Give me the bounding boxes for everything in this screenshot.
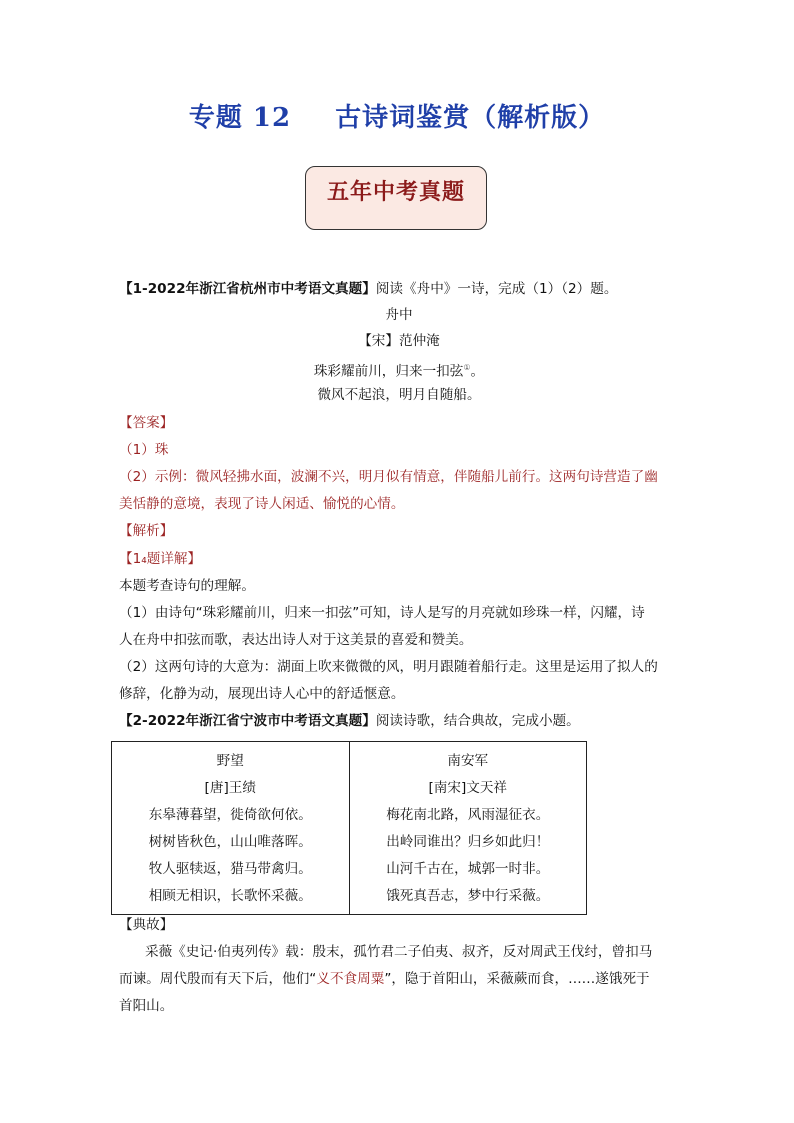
- poem-right: [349, 742, 587, 914]
- allusion-text: 首阳山。: [119, 998, 174, 1014]
- poem-right-line: 出岭同谁出？归乡如此归！: [386, 834, 550, 850]
- poem-line-end: 。: [470, 363, 485, 380]
- page-title: [0, 97, 794, 134]
- poem-title: 舟中: [385, 307, 413, 323]
- poem-left-line: 牧人驱犊返，猎马带禽归。: [148, 861, 312, 877]
- title-topic-number: 专题 12: [188, 103, 292, 133]
- q1-prompt: 阅读《舟中》一诗，完成（1）（2）题。: [375, 281, 618, 297]
- title-topic-name: 古诗词鉴赏（解析版）: [335, 103, 606, 133]
- poem-right-line: 饿死真吾志，梦中行采薇。: [386, 888, 550, 904]
- detail-text: 人在舟中扣弦而歌，表达出诗人对于这美景的喜爱和赞美。: [119, 632, 473, 648]
- detail-label: 【1₄题详解】: [119, 551, 202, 567]
- poem-right-author: [南宋]文天祥: [428, 780, 508, 796]
- answer-item: （1）珠: [119, 442, 169, 458]
- section-badge: 五年中考真题: [305, 166, 487, 230]
- allusion-text-part: ”，隐于首阳山，采薇蕨而食，……遂饿死于: [384, 971, 650, 987]
- q2-source: 【2-2022年浙江省宁波市中考语文真题】: [119, 713, 376, 729]
- q1-source: 【1-2022年浙江省杭州市中考语文真题】: [119, 281, 376, 297]
- poem-line: [119, 358, 679, 382]
- footnote-marker: ①: [463, 363, 471, 372]
- poem-left-author: [唐]王绩: [204, 780, 256, 796]
- poem-left: [112, 742, 349, 914]
- poem-left-line: 东皋薄暮望，徙倚欲何依。: [148, 807, 312, 823]
- q1-heading: [119, 279, 679, 299]
- answer-item-cont: 美恬静的意境，表现了诗人闲适、愉悦的心情。: [119, 496, 405, 512]
- answer-label: 【答案】: [119, 415, 174, 431]
- detail-text: 修辞，化静为动，展现出诗人心中的舒适惬意。: [119, 686, 405, 702]
- poem-comparison-table: [111, 741, 587, 915]
- poem-right-title: 南安军: [447, 753, 489, 769]
- q2-heading: [119, 711, 679, 731]
- detail-text: （1）由诗句“珠彩耀前川，归来一扣弦”可知，诗人是写的月亮就如珍珠一样，闪耀，诗: [119, 605, 645, 621]
- poem-line-text: 珠彩耀前川，归来一扣弦: [313, 363, 464, 380]
- answer-item: （2）示例：微风轻拂水面，波澜不兴，明月似有情意，伴随船儿前行。这两句诗营造了幽: [119, 469, 658, 485]
- poem-left-line: 树树皆秋色，山山唯落晖。: [148, 834, 312, 850]
- allusion-text: 采薇《史记·伯夷列传》载：殷末，孤竹君二子伯夷、叔齐，反对周武王伐纣，曾扣马: [145, 944, 653, 960]
- allusion-quote: 义不食周粟: [316, 971, 385, 987]
- allusion-text: [119, 969, 679, 989]
- allusion-label: 【典故】: [119, 917, 174, 933]
- poem-right-line: 梅花南北路，风雨湿征衣。: [386, 807, 550, 823]
- poem-left-line: 相顾无相识，长歌怀采薇。: [148, 888, 312, 904]
- detail-intro: 本题考查诗句的理解。: [119, 578, 255, 594]
- detail-text: （2）这两句诗的大意为：湖面上吹来微微的风，明月跟随着船行走。这里是运用了拟人的: [119, 659, 658, 675]
- allusion-text-part: 而谏。周代殷而有天下后，他们“: [119, 971, 317, 987]
- poem-author: 【宋】范仲淹: [358, 333, 440, 349]
- poem-right-line: 山河千古在，城郭一时非。: [386, 861, 550, 877]
- poem-left-title: 野望: [216, 753, 244, 769]
- q2-prompt: 阅读诗歌，结合典故，完成小题。: [375, 713, 580, 729]
- analysis-label: 【解析】: [119, 523, 174, 539]
- poem-line: 微风不起浪，明月自随船。: [317, 387, 481, 403]
